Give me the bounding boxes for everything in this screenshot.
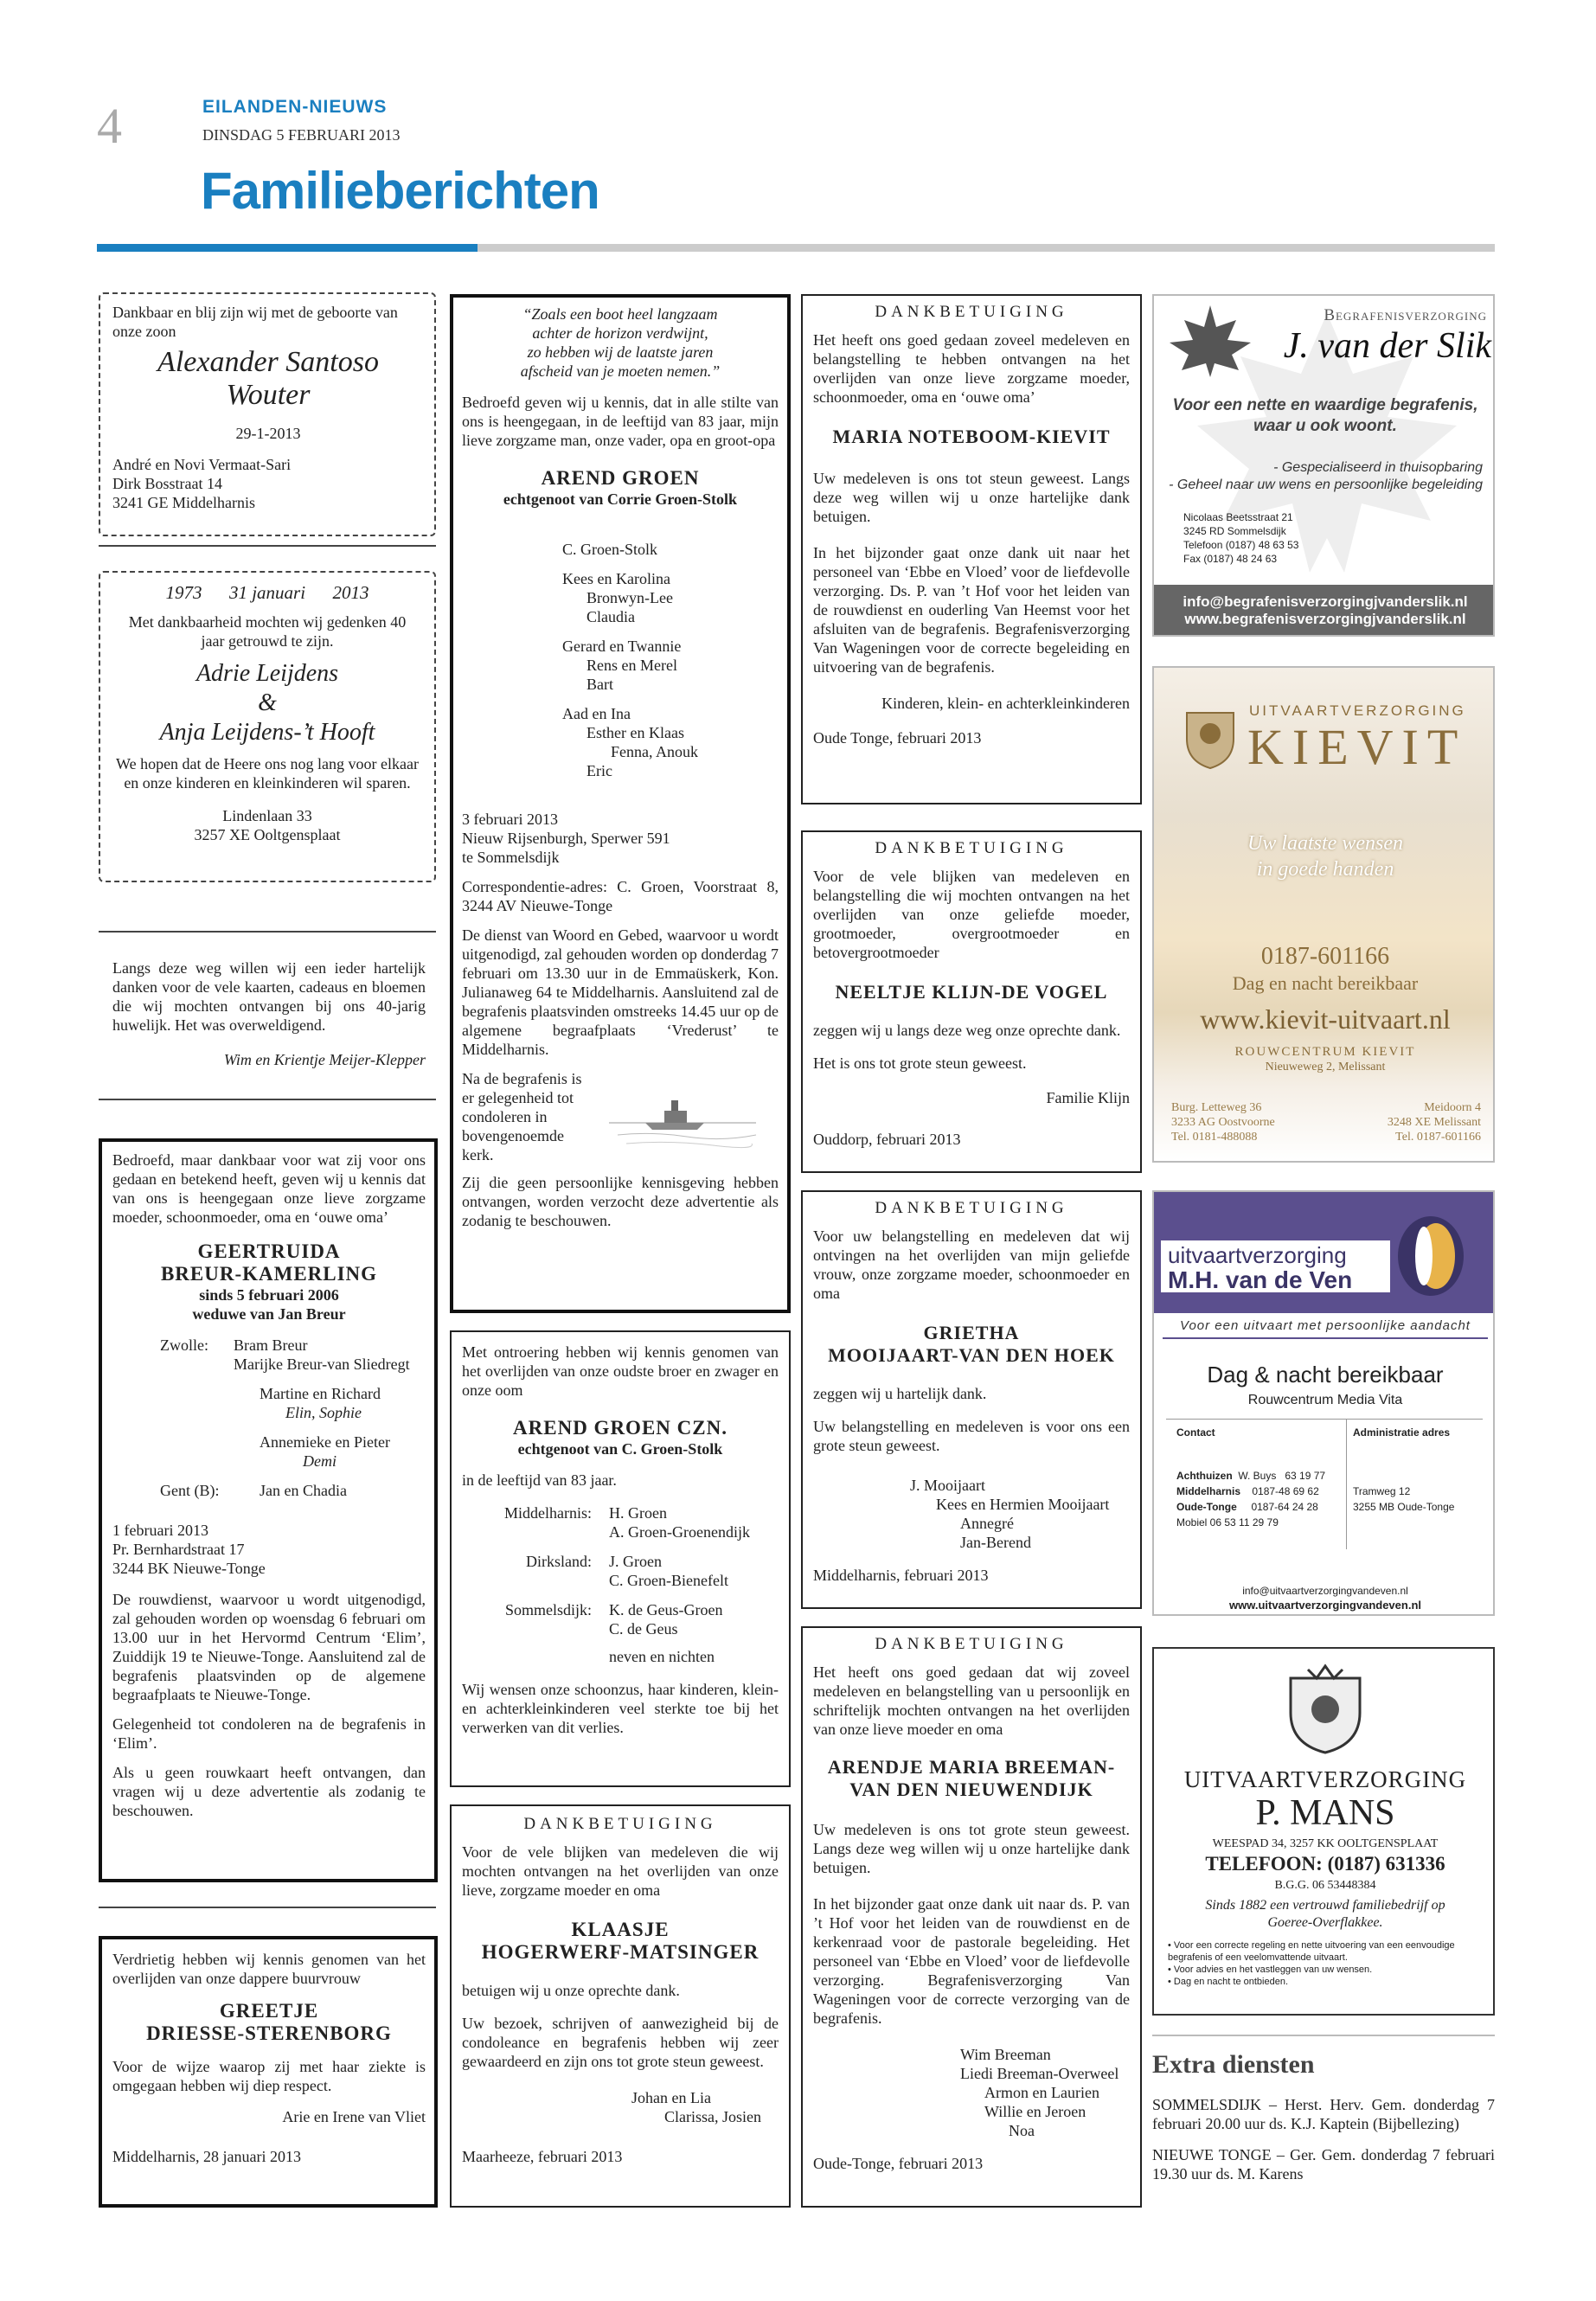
vandeven-phone: 63 19 77: [1285, 1470, 1326, 1482]
groen-date: 3 februari 2013: [462, 811, 558, 828]
slik-contact-bar: [1154, 585, 1495, 637]
slik-slogan-2: waar u ook woont.: [1253, 417, 1397, 435]
vandeven-contact-head: Contact: [1176, 1426, 1215, 1439]
page-number: 4: [97, 98, 122, 154]
extra-service-2: NIEUWE TONGE – Ger. Gem. donderdag 7 februari 19.30 uur ds. M. Karens: [1152, 2146, 1495, 2182]
groen-after: Na de begrafenis is er gelegenheid tot condoleren in bovengenoemde kerk.: [462, 1070, 582, 1163]
anniv-ampersand: &: [258, 689, 277, 716]
kievit-day: Dag en nacht bereikbaar: [1232, 972, 1419, 994]
groen-correspondence: Correspondentie-adres: C. Groen, Voorstraat 8, 3244 AV Nieuwe-Tonge: [462, 878, 779, 914]
mooijaart-heading: DANKBETUIGING: [875, 1199, 1068, 1217]
greetje-intro: Verdrietig hebben wij kennis genomen van het overlijden van onze dappere buurvrouw: [112, 1951, 426, 1987]
mans-title-1: UITVAARTVERZORGING: [1183, 1766, 1467, 1792]
meijer-sign: Wim en Krientje Meijer-Klepper: [223, 1051, 426, 1068]
vandeven-advertisement: [1152, 1190, 1495, 1616]
groen-family: Esther en Klaas: [586, 724, 684, 741]
vandeven-admin-head: Administratie adres: [1353, 1426, 1451, 1439]
breeman-sign: Noa: [1009, 2122, 1035, 2139]
divider: [1152, 2035, 1495, 2036]
birth-name-1: Alexander Santoso: [157, 346, 379, 378]
breur-content: [112, 1150, 426, 1820]
klijn-content: [813, 839, 1130, 1149]
klijn-text-2: Het is ons tot grote steun geweest.: [813, 1054, 1027, 1072]
mooijaart-text-1: zeggen wij u hartelijk dank.: [813, 1385, 987, 1402]
groen2-rel: K. de Geus-Groen: [609, 1601, 723, 1618]
mans-bullet: • Dag en nacht te ontbieden.: [1168, 1977, 1289, 1987]
meijer-thanks: [112, 958, 426, 1069]
noteboom-name: MARIA NOTEBOOM-KIEVIT: [832, 426, 1111, 447]
breeman-sign: Wim Breeman: [960, 2046, 1051, 2063]
extra-title: Extra diensten: [1152, 2050, 1315, 2079]
crest-icon: [1180, 704, 1240, 770]
boat-illustration: [600, 1074, 765, 1157]
anniversary-content: [116, 581, 419, 844]
vandeven-loc: Oude-Tonge: [1176, 1501, 1237, 1513]
groen-family: Kees en Karolina: [562, 570, 670, 587]
kievit-website[interactable]: www.kievit-uitvaart.nl: [1200, 1003, 1451, 1035]
groen2-name: AREND GROEN CZN.: [513, 1417, 727, 1439]
vandeven-day: Dag & nacht bereikbaar: [1207, 1362, 1444, 1388]
birth-name-2: Wouter: [226, 379, 311, 411]
groen-family: Rens en Merel: [586, 657, 677, 674]
hogerwerf-content: [462, 1815, 779, 2166]
noteboom-heading: DANKBETUIGING: [875, 303, 1068, 321]
section-title: Familieberichten: [201, 162, 599, 220]
greetje-place: Middelharnis, 28 januari 2013: [112, 2148, 301, 2165]
noteboom-intro: Het heeft ons goed gedaan zoveel medeleven en belangstelling te hebben ontvangen na het overlijden van onze lieve zorgzame moeder, schoonmoeder, oma en ‘ouwe oma’: [813, 331, 1130, 406]
mans-since-2: Goeree-Overflakkee.: [1267, 1915, 1383, 1930]
groen-address-1: Nieuw Rijsenburgh, Sperwer 591: [462, 830, 670, 847]
anniv-year-1: 1973: [165, 582, 202, 603]
klijn-intro: Voor de vele blijken van medeleven en belangstelling die wij mochten ontvangen na het overlijden van onze geliefde moeder, grootmoeder, overgrootmoeder en betovergrootmoeder: [813, 868, 1130, 961]
mooijaart-content: [813, 1199, 1130, 1585]
breeman-name-2: VAN DEN NIEUWENDIJK: [849, 1779, 1093, 1800]
vandeven-loc: Middelharnis: [1176, 1485, 1241, 1497]
groen-spouse: echtgenoot van Corrie Groen-Stolk: [503, 490, 738, 508]
vandeven-contact-grid: [1166, 1419, 1483, 1558]
anniv-name-1: Adrie Leijdens: [195, 660, 339, 687]
groen-family: C. Groen-Stolk: [562, 541, 657, 558]
divider: [99, 931, 436, 933]
groen2-place-2: Dirksland:: [526, 1553, 592, 1570]
maple-leaf-icon: [1163, 301, 1258, 379]
vandeven-mobile: Mobiel 06 53 11 29 79: [1176, 1516, 1279, 1529]
groen2-rel: C. Groen-Bienefelt: [609, 1572, 728, 1589]
divider: [99, 1907, 436, 1908]
breur-place-gent: Gent (B):: [160, 1482, 220, 1499]
kievit-phone[interactable]: 0187-601166: [1260, 943, 1390, 970]
anniv-text: Met dankbaarheid mochten wij gedenken 40 jaar getrouwd te zijn.: [128, 613, 407, 650]
hogerwerf-name-2: HOGERWERF-MATSINGER: [481, 1941, 760, 1963]
slik-bullet-1: - Gespecialiseerd in thuisopbaring: [1273, 460, 1483, 475]
groen-family: Claudia: [586, 608, 635, 625]
vandeven-admin-address: Tramweg 12: [1353, 1485, 1411, 1497]
anniv-day: 31 januari: [228, 582, 306, 603]
kievit-brand: KIEVIT: [1247, 719, 1467, 775]
brand-logo: EILANDEN-NIEUWS: [202, 97, 388, 117]
breur-place-zwolle: Zwolle:: [160, 1336, 208, 1354]
noteboom-text-1: Uw medeleven is ons tot steun geweest. Langs deze weg willen wij u onze hartelijke dank betuigen.: [813, 470, 1130, 525]
extra-content: [1152, 2095, 1495, 2183]
groen-note: Zij die geen persoonlijke kennisgeving hebben ontvangen, worden verzocht deze advertentie als zodanig te beschouwen.: [462, 1174, 779, 1229]
breeman-intro: Het heeft ons goed gedaan dat wij zoveel medeleven en belangstelling van u persoonlijk en schriftelijk mochten ontvangen na het overlijden van onze lieve moeder en oma: [813, 1663, 1130, 1738]
mans-bullet: • Voor advies en het vastleggen van uw wensen.: [1168, 1965, 1373, 1975]
kievit-rouwcentrum: ROUWCENTRUM KIEVIT: [1234, 1045, 1416, 1059]
vandeven-title-1: uitvaartverzorging: [1168, 1242, 1347, 1268]
breur-date: 1 februari 2013: [112, 1522, 208, 1539]
vandeven-phone: 0187-48 69 62: [1252, 1485, 1319, 1497]
hogerwerf-place: Maarheeze, februari 2013: [462, 2148, 623, 2165]
groen2-rel: neven en nichten: [609, 1648, 715, 1665]
breeman-text-1: Uw medeleven is ons tot grote steun geweest. Langs deze weg willen wij u onze hartelijke dank betuigen.: [813, 1821, 1130, 1876]
greetje-name-1: GREETJE: [219, 2000, 319, 2022]
breeman-heading: DANKBETUIGING: [875, 1635, 1068, 1653]
kievit-loc-left: 3233 AG Oostvoorne: [1171, 1116, 1275, 1129]
mans-telephone[interactable]: TELEFOON: (0187) 631336: [1205, 1853, 1445, 1875]
noteboom-sign: Kinderen, klein- en achterkleinkinderen: [881, 695, 1130, 712]
groen2-spouse: echtgenoot van C. Groen-Stolk: [517, 1440, 723, 1458]
groen-quote-2: achter de horizon verdwijnt,: [532, 324, 708, 342]
vandeven-slogan: Voor een uitvaart met persoonlijke aandacht: [1180, 1318, 1471, 1333]
mans-title-2: P. MANS: [1255, 1793, 1395, 1833]
birth-intro: Dankbaar en blij zijn wij met de geboorte van onze zoon: [112, 304, 398, 340]
vandeven-loc: Achthuizen: [1176, 1470, 1233, 1482]
groen2-rel: H. Groen: [609, 1504, 667, 1522]
greetje-text: Voor de wijze waarop zij met haar ziekte is omgegaan hebben wij diep respect.: [112, 2058, 426, 2094]
mooijaart-place: Middelharnis, februari 2013: [813, 1567, 989, 1584]
anniv-year-2: 2013: [332, 582, 369, 603]
groen-quote-4: afscheid van je moeten nemen.”: [520, 362, 721, 380]
breeman-sign: Armon en Laurien: [984, 2084, 1099, 2101]
groen2-rel: A. Groen-Groenendijk: [609, 1523, 750, 1541]
issue-date: DINSDAG 5 FEBRUARI 2013: [202, 126, 401, 144]
breur-address-2: 3244 BK Nieuwe-Tonge: [112, 1560, 266, 1577]
breur-since: sinds 5 februari 2006: [199, 1286, 339, 1304]
kievit-loc-right: 3248 XE Melissant: [1387, 1116, 1481, 1129]
klijn-heading: DANKBETUIGING: [875, 839, 1068, 857]
vandeven-phone: W. Buys: [1238, 1470, 1277, 1482]
hogerwerf-sign-1: Johan en Lia: [631, 2089, 711, 2106]
groen-family: Bart: [586, 676, 613, 693]
groen2-rel: J. Groen: [609, 1553, 662, 1570]
breeman-name-1: ARENDJE MARIA BREEMAN-: [827, 1756, 1116, 1778]
hogerwerf-heading: DANKBETUIGING: [523, 1815, 717, 1833]
coat-of-arms-icon: [1282, 1661, 1368, 1756]
breeman-place: Oude-Tonge, februari 2013: [813, 2155, 984, 2172]
header-rule-accent: [97, 244, 478, 252]
greetje-name-2: DRIESSE-STERENBORG: [146, 2022, 392, 2044]
breeman-sign: Liedi Breeman-Overweel: [960, 2065, 1119, 2082]
kievit-rouwcentrum-address: Nieuweweg 2, Melissant: [1265, 1061, 1386, 1074]
breur-name-2: BREUR-KAMERLING: [160, 1263, 378, 1285]
slik-email[interactable]: info@begrafenisverzorgingjvanderslik.nl: [1183, 593, 1468, 610]
birth-parents: André en Novi Vermaat-Sari: [112, 456, 292, 473]
breur-condolence: Gelegenheid tot condoleren na de begrafenis in ‘Elim’.: [112, 1715, 426, 1752]
anniv-wish: We hopen dat de Heere ons nog lang voor elkaar en onze kinderen en kleinkinderen wil sparen.: [116, 755, 419, 792]
header-rule: [478, 244, 1495, 252]
anniv-address-2: 3257 XE Ooltgensplaat: [194, 826, 341, 843]
slik-website[interactable]: www.begrafenisverzorgingjvanderslik.nl: [1184, 611, 1466, 627]
kievit-loc-right: Meidoorn 4: [1424, 1101, 1481, 1114]
kievit-top: UITVAARTVERZORGING: [1249, 702, 1466, 719]
vandeven-phone: 0187-64 24 28: [1251, 1501, 1318, 1513]
slik-fax: Fax (0187) 48 24 63: [1183, 553, 1278, 565]
anniv-address-1: Lindenlaan 33: [222, 807, 312, 824]
birth-date: 29-1-2013: [235, 425, 301, 442]
groen2-place-1: Middelharnis:: [504, 1504, 592, 1522]
breur-service: De rouwdienst, waarvoor u wordt uitgenodigd, zal gehouden worden op woensdag 6 februari om 13.00 uur in het Hervormd Centrum ‘Elim’, Zuiddijk 19 te Nieuwe-Tonge. Aansluitend zal de begrafenis plaatsvinden op de algemene begraafplaats te Nieuwe-Tonge.: [112, 1591, 426, 1703]
breur-address-1: Pr. Bernhardstraat 17: [112, 1541, 245, 1558]
groen2-age: in de leeftijd van 83 jaar.: [462, 1471, 617, 1489]
hogerwerf-sign-2: Clarissa, Josien: [664, 2108, 761, 2125]
klijn-sign: Familie Klijn: [1046, 1089, 1130, 1106]
breeman-sign: Willie en Jeroen: [984, 2103, 1086, 2120]
breur-zwolle-1: Bram Breur: [234, 1336, 308, 1354]
kievit-loc-right: Tel. 0187-601166: [1395, 1131, 1481, 1144]
breur-family-2-kids: Demi: [303, 1452, 337, 1470]
groen-quote-3: zo hebben wij de laatste jaren: [527, 343, 714, 361]
mans-since-1: Sinds 1882 een vertrouwd familiebedrijf op: [1205, 1898, 1445, 1913]
extra-service-1: SOMMELSDIJK – Herst. Herv. Gem. donderdag 7 februari 20.00 uur ds. K.J. Kaptein (Bijbellezing): [1152, 2096, 1495, 2132]
hogerwerf-thanks-line: betuigen wij u onze oprechte dank.: [462, 1982, 680, 1999]
mans-bullet: • Voor een correcte regeling en nette uitvoering van een eenvoudige begrafenis of een veelomvattende uitvaart.: [1168, 1940, 1455, 1963]
mans-address: WEESPAD 34, 3257 KK OOLTGENSPLAAT: [1212, 1837, 1439, 1850]
greetje-sign: Arie en Irene van Vliet: [282, 2108, 426, 2125]
mooijaart-sign: Annegré: [960, 1515, 1014, 1532]
groen-address-2: te Sommelsdijk: [462, 849, 560, 866]
slik-top: Begrafenisverzorging: [1324, 306, 1487, 324]
noteboom-place: Oude Tonge, februari 2013: [813, 729, 982, 747]
vandeven-rouwcentrum: Rouwcentrum Media Vita: [1247, 1393, 1403, 1407]
kievit-loc-left: Tel. 0181-488088: [1171, 1131, 1258, 1144]
breur-intro: Bedroefd, maar dankbaar voor wat zij voor ons gedaan en betekend heeft, geven wij u kennis dat van ons is heengegaan onze lieve zorgzame moeder, schoonmoeder, oma en ‘ouwe oma’: [112, 1151, 426, 1226]
breur-name-1: GEERTRUIDA: [197, 1240, 341, 1262]
groen-family: Aad en Ina: [562, 705, 631, 722]
birth-address-1: Dirk Bosstraat 14: [112, 475, 222, 492]
groen-intro: Bedroefd geven wij u kennis, dat in alle stilte van ons is heengegaan, in de leeftijd van 83 jaar, mijn lieve zorgzame man, onze vader, opa en groot-opa: [462, 394, 779, 449]
breeman-content: [813, 1635, 1130, 2173]
hogerwerf-intro: Voor de vele blijken van medeleven die wij mochten ontvangen na het overlijden van onze lieve, zorgzame moeder en oma: [462, 1843, 779, 1899]
mooijaart-name-1: GRIETHA: [923, 1322, 1020, 1343]
mans-bgg: B.G.G. 06 53448384: [1274, 1879, 1376, 1892]
birth-address-2: 3241 GE Middelharnis: [112, 494, 255, 511]
groen-name: AREND GROEN: [541, 467, 700, 489]
breur-gent-1: Jan en Chadia: [260, 1482, 347, 1499]
hogerwerf-text: Uw bezoek, schrijven of aanwezigheid bij de condoleance en begrafenis hebben wij zeer gewaardeerd en zijn ons tot grote steun geweest.: [462, 2015, 779, 2070]
slik-bullet-2: - Geheel naar uw wens en persoonlijke begeleiding: [1169, 478, 1483, 492]
groen2-rel: C. de Geus: [609, 1620, 678, 1638]
groen-family: Eric: [586, 762, 612, 779]
divider: [99, 1099, 436, 1100]
klijn-place: Ouddorp, februari 2013: [813, 1131, 961, 1148]
groen2-content: [462, 1343, 779, 1737]
greetje-content: [112, 1950, 426, 2166]
groen2-intro: Met ontroering hebben wij kennis genomen van het overlijden van onze oudste broer en zwager en onze oom: [462, 1343, 779, 1399]
meijer-text: Langs deze weg willen wij een ieder hartelijk danken voor de vele kaarten, cadeaus en bloemen die wij mochten ontvangen bij ons 40-jarig huwelijk. Het was overweldigend.: [112, 959, 426, 1034]
groen-service: De dienst van Woord en Gebed, waarvoor u wordt uitgenodigd, zal gehouden worden op donderdag 7 februari om 13.30 uur in de Emmaüskerk, Kon. Julianaweg 64 te Middelharnis. Aansluitend zal de begrafenis plaatsvinden omstreeks 14.45 uur op de algemene begraafplaats ‘Vrederust’ te Middelharnis.: [462, 926, 779, 1058]
slik-brand: J. van der Slik: [1283, 326, 1491, 366]
kievit-advertisement: [1152, 666, 1495, 1163]
groen2-wish: Wij wensen onze schoonzus, haar kinderen, klein- en achterkleinkinderen veel sterkte toe bij het verwerken van dit verlies.: [462, 1681, 779, 1736]
mooijaart-intro: Voor uw belangstelling en medeleven dat wij ontvingen na het overlijden van mijn geliefde vrouw, onze zorgzame moeder, schoonmoeder en oma: [813, 1227, 1130, 1302]
breur-family-1: Martine en Richard: [260, 1385, 381, 1402]
vandeven-website[interactable]: www.uitvaartverzorgingvandeven.nl: [1228, 1599, 1421, 1612]
anniv-name-2: Anja Leijdens-’t Hooft: [159, 719, 375, 746]
vandeven-slogan-rule: [1163, 1337, 1488, 1339]
divider: [99, 545, 436, 547]
hogerwerf-name-1: KLAASJE: [571, 1919, 670, 1940]
groen-content: [462, 304, 779, 1230]
vandeven-email[interactable]: info@uitvaartverzorgingvandeven.nl: [1242, 1585, 1408, 1597]
groen2-place-3: Sommelsdijk:: [504, 1601, 592, 1618]
slik-address: Nicolaas Beetsstraat 21: [1183, 511, 1293, 523]
kievit-slogan-1: Uw laatste wensen: [1247, 832, 1403, 855]
kievit-slogan-2: in goede handen: [1256, 858, 1394, 881]
vandeven-title-2: M.H. van de Ven: [1168, 1266, 1353, 1293]
mooijaart-sign: J. Mooijaart: [910, 1477, 985, 1494]
slik-phone: Telefoon (0187) 48 63 53: [1183, 539, 1299, 551]
mans-advertisement: [1152, 1647, 1495, 2016]
groen-family: Fenna, Anouk: [611, 743, 698, 760]
breur-family-2: Annemieke en Pieter: [260, 1433, 390, 1451]
groen-family: Gerard en Twannie: [562, 638, 682, 655]
klijn-text-1: zeggen wij u langs deze weg onze oprechte dank.: [813, 1022, 1121, 1039]
slik-advertisement: [1152, 294, 1495, 637]
noteboom-text-2: In het bijzonder gaat onze dank uit naar het personeel van ‘Ebbe en Vloed’ voor de liefdevolle verzorging. Ds. P. van ’t Hof voor het leiden van de rouwdienst en ouderling Van Heemst voor het afsluiten van de begrafenis. Begrafenisverzorging Van Wageningen voor de correcte begeleiding en uitvoering van de begrafenis.: [813, 544, 1130, 676]
groen-quote-1: “Zoals een boot heel langzaam: [522, 305, 718, 323]
birth-content: [112, 303, 424, 512]
mooijaart-sign: Jan-Berend: [960, 1534, 1031, 1551]
breur-widow: weduwe van Jan Breur: [192, 1305, 346, 1323]
kievit-loc-left: Burg. Letteweg 36: [1171, 1101, 1262, 1114]
mooijaart-name-2: MOOIJAART-VAN DEN HOEK: [828, 1344, 1115, 1366]
slik-address: 3245 RD Sommelsdijk: [1183, 525, 1286, 537]
groen-family: Bronwyn-Lee: [586, 589, 673, 606]
klijn-name: NEELTJE KLIJN-DE VOGEL: [835, 981, 1108, 1003]
mooijaart-text-2: Uw belangstelling en medeleven is voor ons een grote steun geweest.: [813, 1418, 1130, 1454]
mooijaart-sign: Kees en Hermien Mooijaart: [936, 1496, 1110, 1513]
vandeven-admin-address: 3255 MB Oude-Tonge: [1353, 1501, 1455, 1513]
breur-zwolle-2: Marijke Breur-van Sliedregt: [234, 1356, 410, 1373]
vandeven-logo-icon: [1396, 1213, 1465, 1299]
breur-family-1-kids: Elin, Sophie: [285, 1404, 362, 1421]
noteboom-content: [813, 303, 1130, 747]
breeman-text-2: In het bijzonder gaat onze dank uit naar ds. P. van ’t Hof voor het leiden van de rouwdienst en de kerkenraad voor de pastorale begeleiding. Het personeel van ‘Ebbe en Vloed’ voor de liefdevolle verzorging. Begrafenisverzorging Van Wageningen voor de correcte verzorging van de begrafenis.: [813, 1895, 1130, 2027]
breur-card: Als u geen rouwkaart heeft ontvangen, dan vragen wij u deze advertentie als zodanig te beschouwen.: [112, 1764, 426, 1819]
slik-slogan-1: Voor een nette en waardige begrafenis,: [1172, 396, 1478, 414]
